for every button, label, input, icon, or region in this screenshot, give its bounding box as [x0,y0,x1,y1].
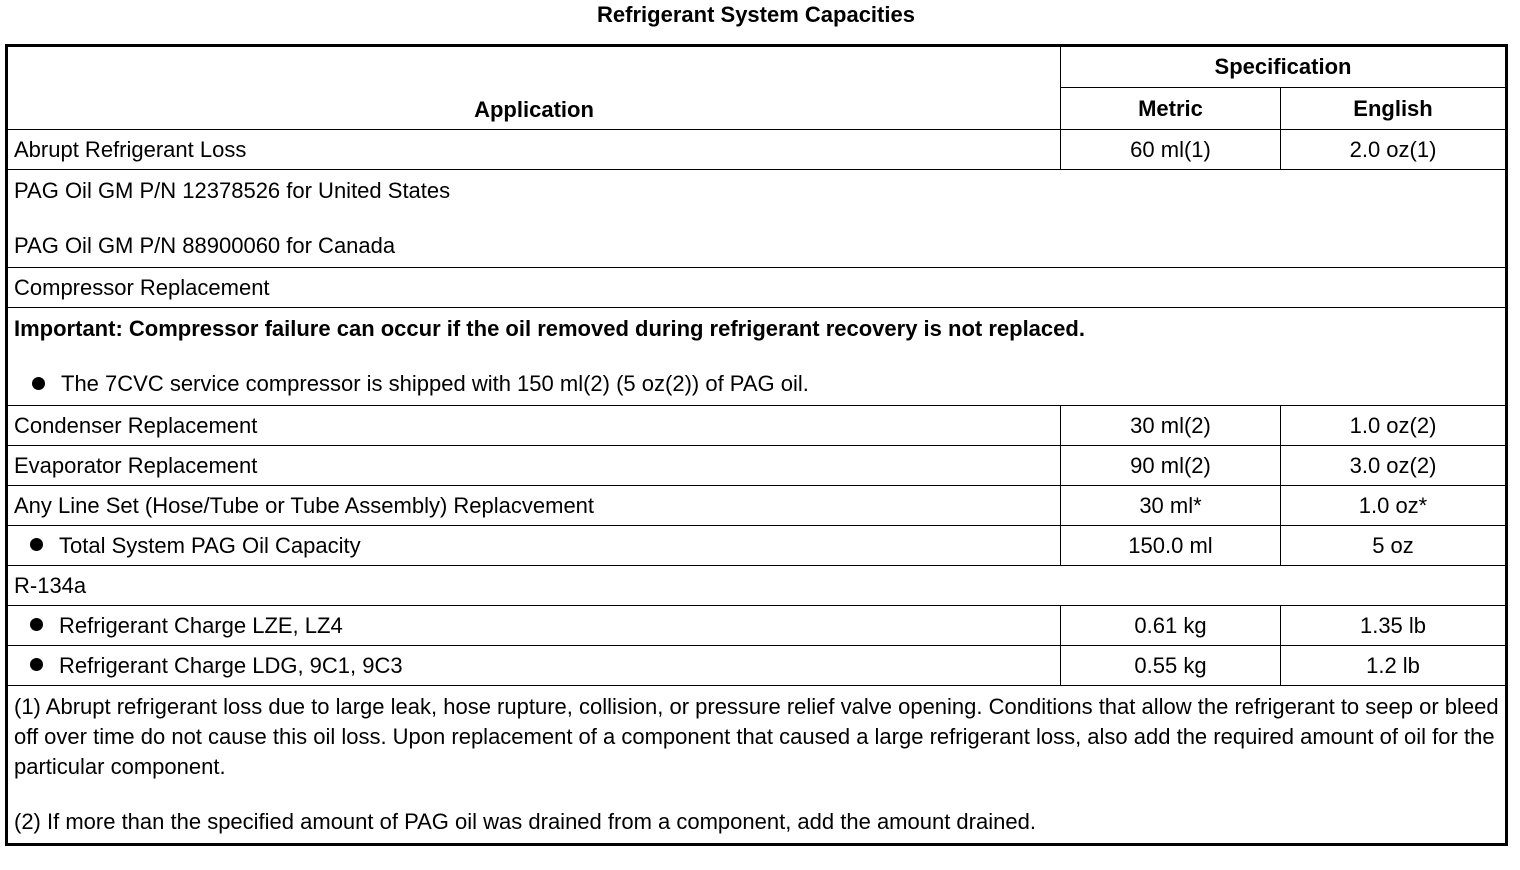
row-english: 2.0 oz(1) [1281,130,1507,170]
row-label: Evaporator Replacement [7,446,1061,486]
row-english: 5 oz [1281,526,1507,566]
row-metric: 30 ml(2) [1061,406,1281,446]
row-metric: 60 ml(1) [1061,130,1281,170]
row-english: 1.2 lb [1281,646,1507,686]
row-metric: 0.61 kg [1061,606,1281,646]
shipped-note: The 7CVC service compressor is shipped with 150 ml(2) (5 oz(2)) of PAG oil. [61,371,809,396]
table-row [7,170,1507,268]
table-row [7,606,1507,646]
bullet-icon [32,377,45,390]
table-row [7,308,1507,406]
row-label: Refrigerant Charge LDG, 9C1, 9C3 [59,652,403,678]
important-note: Important: Compressor failure can occur if the oil removed during refrigerant recovery is not replaced. [14,316,1085,341]
footnote-2: (2) If more than the specified amount of PAG oil was drained from a component, add the amount drained. [14,809,1036,834]
table-row [7,406,1507,446]
table-row [7,566,1507,606]
pag-oil-us: PAG Oil GM P/N 12378526 for United States [14,178,451,203]
bullet-icon [30,658,43,671]
bullet-icon [30,538,43,551]
row-label: Total System PAG Oil Capacity [59,532,361,558]
list-item [14,369,1499,399]
footnotes-cell [7,686,1507,845]
compressor-replacement: Compressor Replacement [7,268,1507,308]
table-row [7,446,1507,486]
row-english: 1.0 oz(2) [1281,406,1507,446]
pag-oil-cell [7,170,1507,268]
table-row [7,130,1507,170]
row-label-cell [7,646,1061,686]
row-english: 1.0 oz* [1281,486,1507,526]
pag-oil-canada: PAG Oil GM P/N 88900060 for Canada [14,233,396,258]
row-metric: 30 ml* [1061,486,1281,526]
header-application: Application [7,46,1061,130]
capacities-table [5,44,1508,846]
important-cell [7,308,1507,406]
row-english: 1.35 lb [1281,606,1507,646]
row-english: 3.0 oz(2) [1281,446,1507,486]
table-row [7,486,1507,526]
row-metric: 150.0 ml [1061,526,1281,566]
row-metric: 0.55 kg [1061,646,1281,686]
header-english: English [1281,88,1507,130]
footnote-1: (1) Abrupt refrigerant loss due to large leak, hose rupture, collision, or pressure relief valve opening. Conditions that allow the refrigerant to seep or bleed off over time do not cause this oil loss. Upon replacement of a component that caused a large refrigerant loss, also add the required amount of oil for the particular component. [14,694,1499,779]
bullet-icon [30,618,43,631]
table-row [7,268,1507,308]
row-label: Condenser Replacement [7,406,1061,446]
table-row [7,686,1507,845]
table-title: Refrigerant System Capacities [597,2,915,27]
row-label: Any Line Set (Hose/Tube or Tube Assembly) Replacvement [7,486,1061,526]
row-label-cell [7,526,1061,566]
r134a-heading: R-134a [7,566,1507,606]
table-row [7,526,1507,566]
row-metric: 90 ml(2) [1061,446,1281,486]
row-label: Refrigerant Charge LZE, LZ4 [59,612,343,638]
header-metric: Metric [1061,88,1281,130]
header-specification: Specification [1061,46,1507,88]
row-label: Abrupt Refrigerant Loss [7,130,1061,170]
row-label-cell [7,606,1061,646]
table-row [7,646,1507,686]
